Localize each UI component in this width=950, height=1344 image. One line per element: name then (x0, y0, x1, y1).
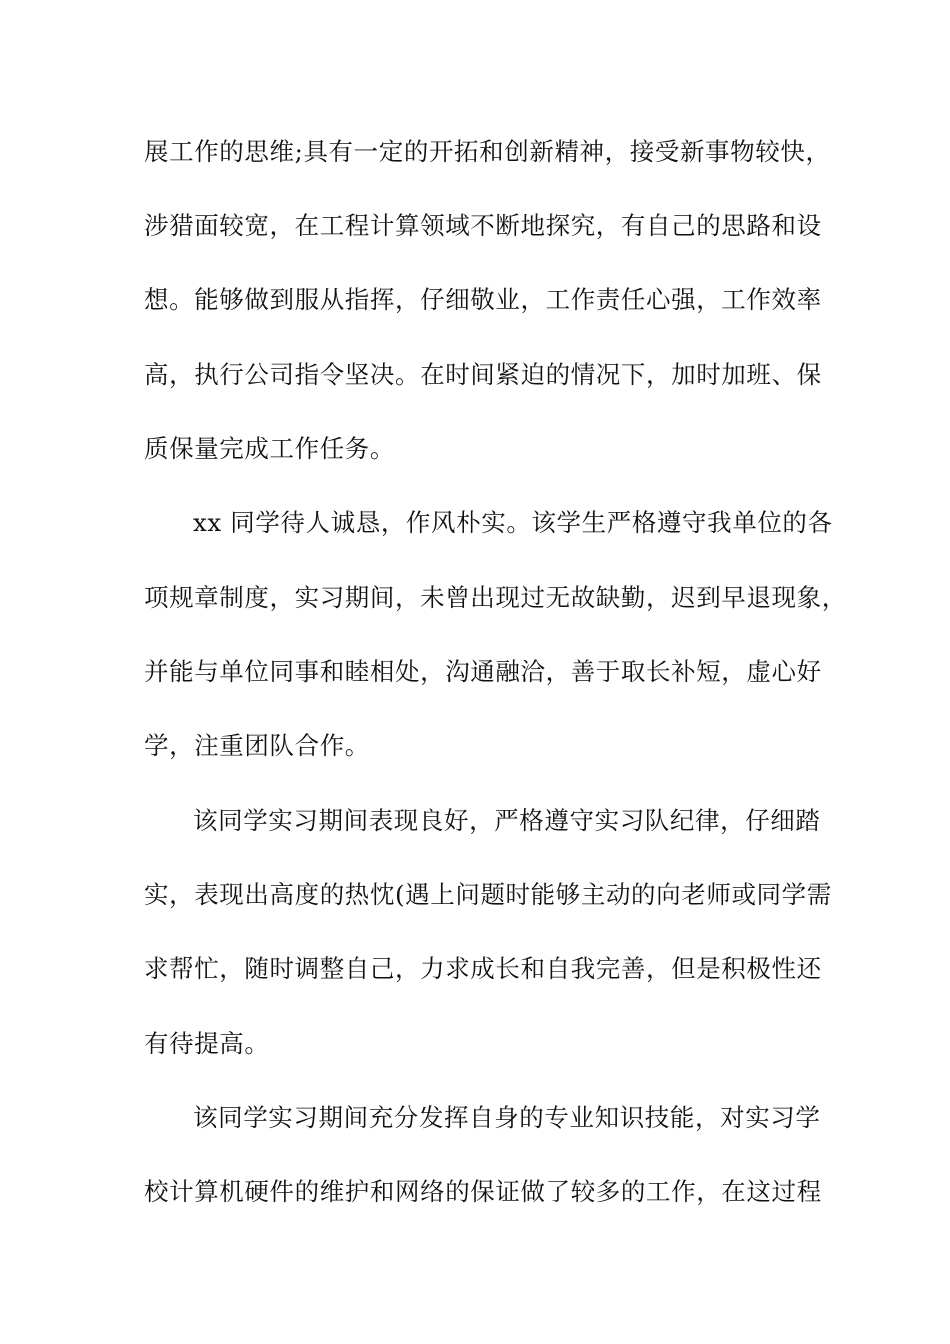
text-line: 学，注重团队合作。 (144, 731, 370, 760)
paragraph-first-line: 该同学实习期间表现良好，严格遵守实习队纪律，仔细踏 (193, 806, 821, 835)
text-line: 想。能够做到服从指挥，仔细敬业，工作责任心强，工作效率 (144, 285, 822, 314)
text-line: 校计算机硬件的维护和网络的保证做了较多的工作，在这过程 (144, 1177, 822, 1206)
text-line: 并能与单位同事和睦相处，沟通融洽，善于取长补短，虚心好 (144, 657, 822, 686)
text-line: 有待提高。 (144, 1029, 270, 1058)
paragraph-first-line: 该同学实习期间充分发挥自身的专业知识技能，对实习学 (193, 1103, 821, 1132)
paragraph-first-line: xx 同学待人诚恳，作风朴实。该学生严格遵守我单位的各 (193, 508, 833, 537)
text-line: 求帮忙，随时调整自己，力求成长和自我完善，但是积极性还 (144, 954, 822, 983)
text-line: 质保量完成工作任务。 (144, 434, 395, 463)
text-line: 展工作的思维;具有一定的开拓和创新精神，接受新事物较快， (144, 137, 831, 166)
text-line: 涉猎面较宽，在工程计算领域不断地探究，有自己的思路和设 (144, 211, 822, 240)
text-line: 项规章制度，实习期间，未曾出现过无故缺勤，迟到早退现象， (144, 583, 847, 612)
text-line: 高，执行公司指令坚决。在时间紧迫的情况下，加时加班、保 (144, 360, 822, 389)
text-line: 实，表现出高度的热忱(遇上问题时能够主动的向老师或同学需 (144, 880, 832, 909)
